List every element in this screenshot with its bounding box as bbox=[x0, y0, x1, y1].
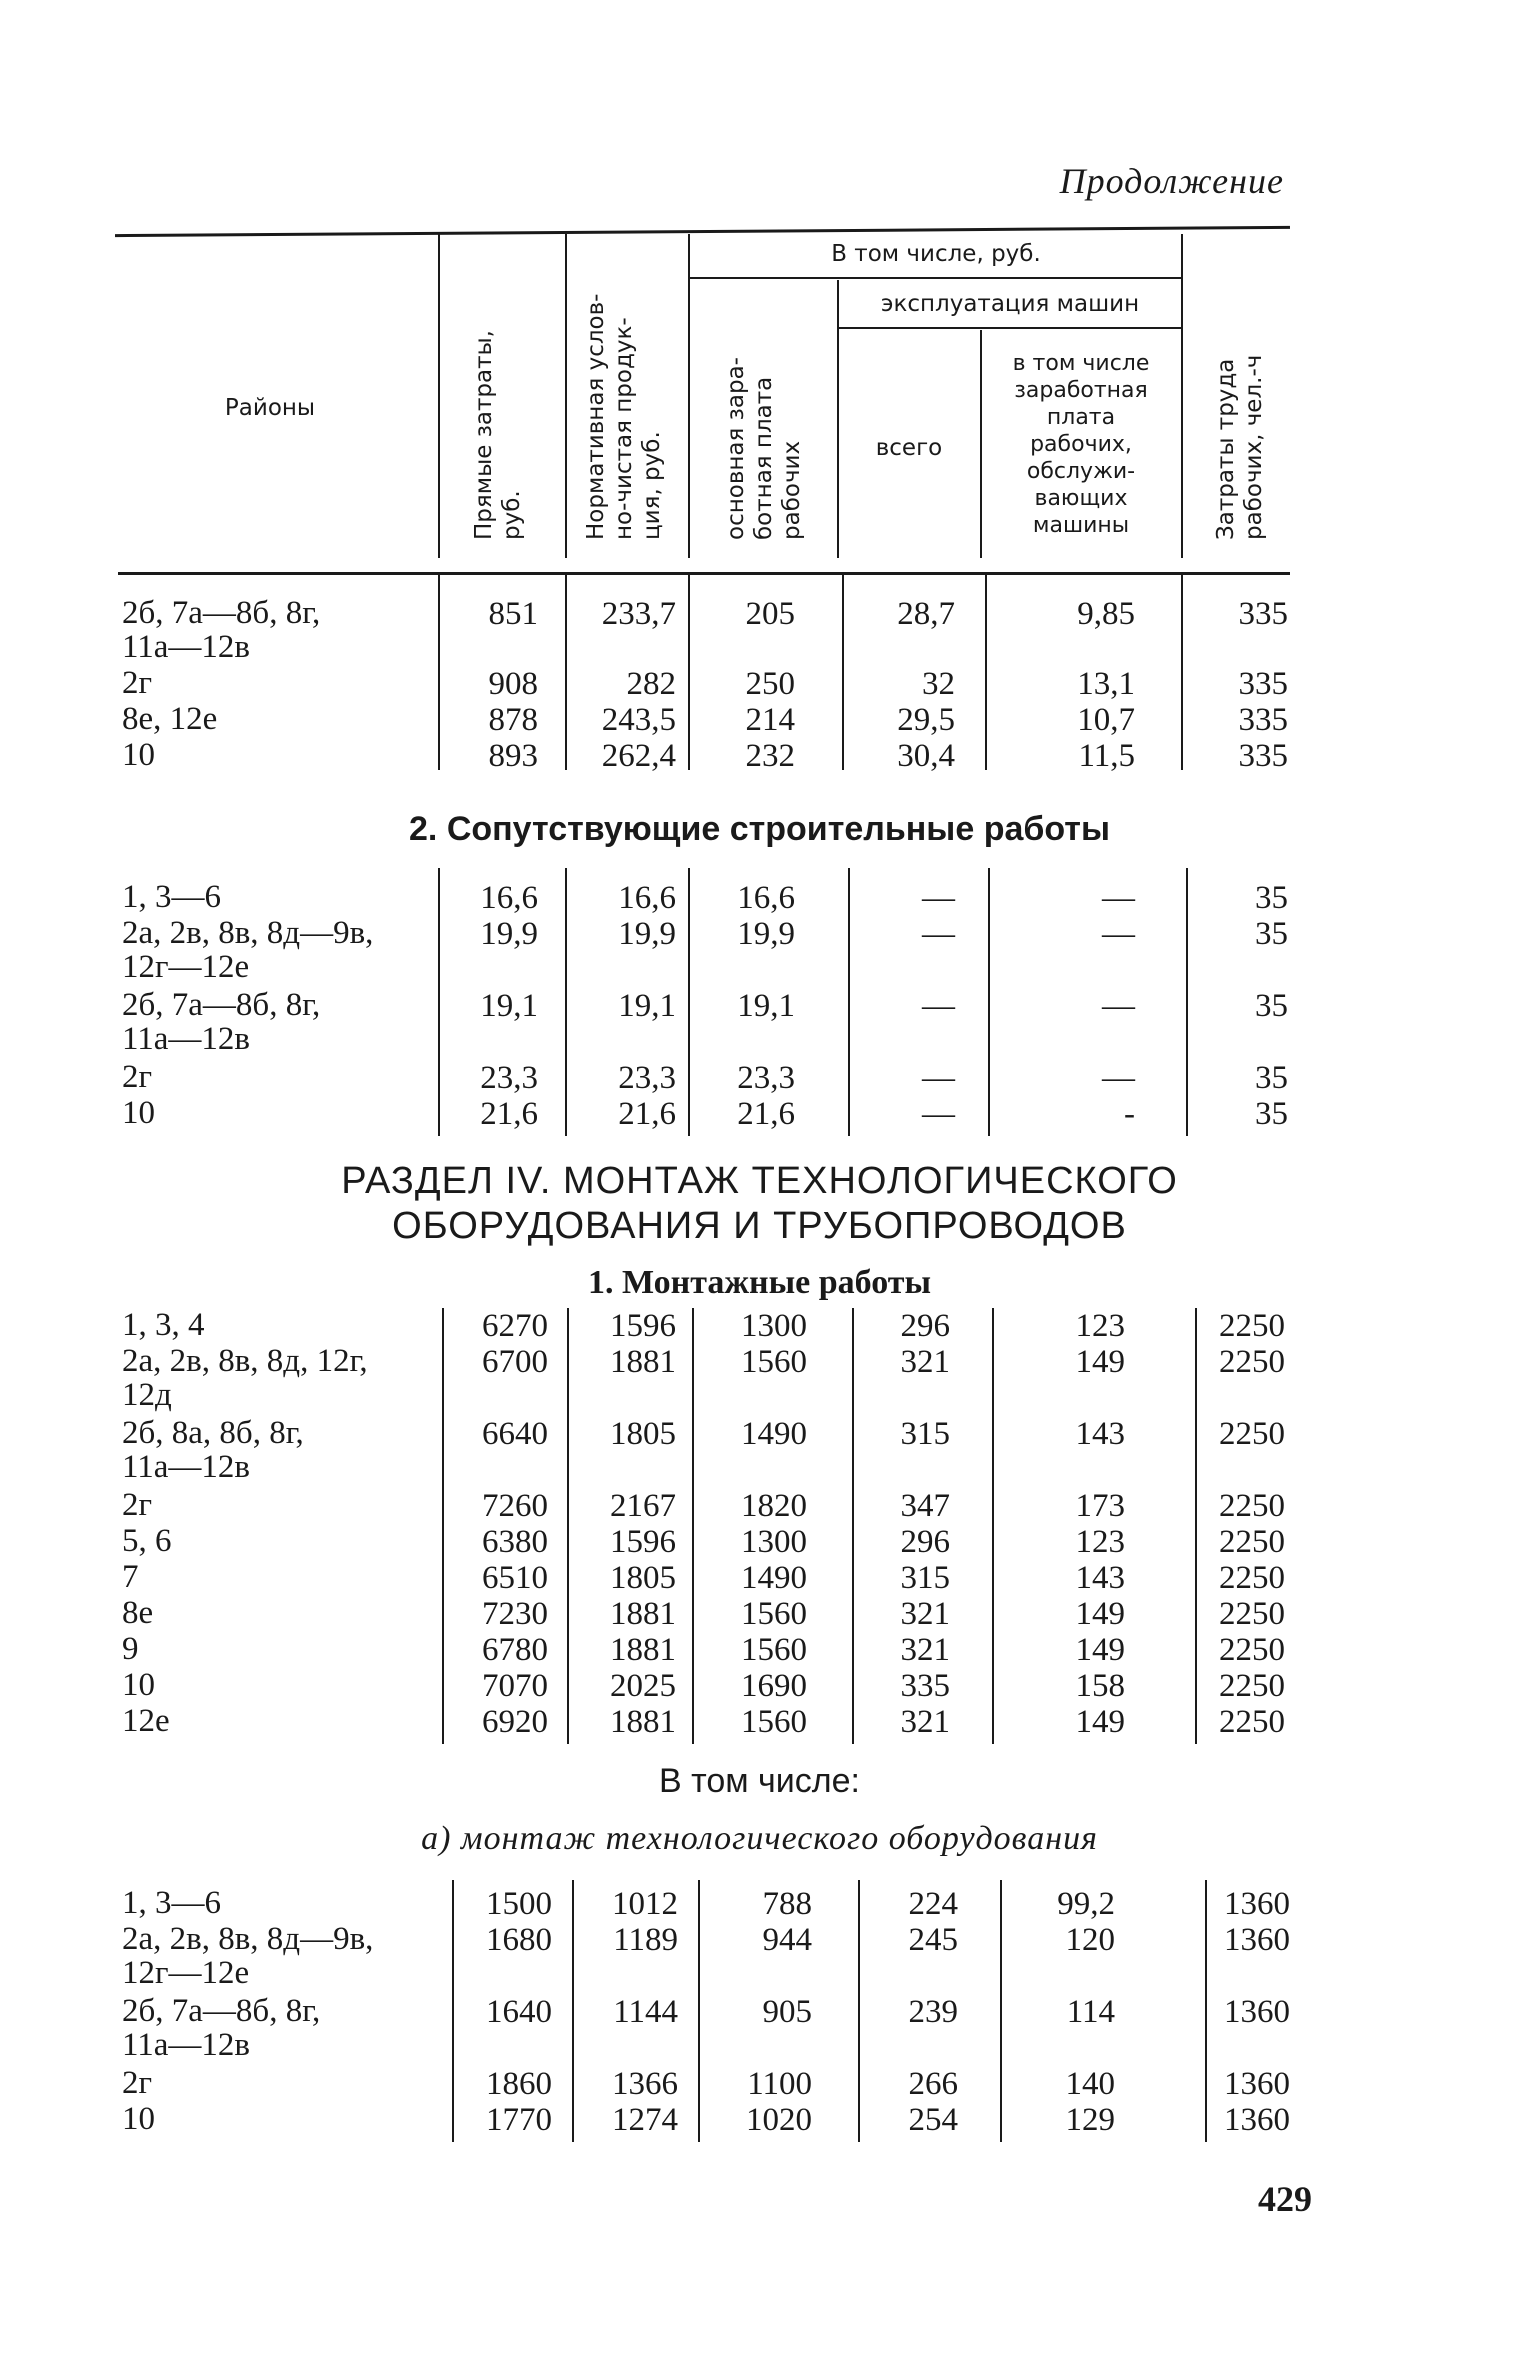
table-cell: 315 bbox=[900, 1560, 950, 1596]
table-cell: 16,6 bbox=[737, 880, 795, 916]
table-cell: 35 bbox=[1255, 880, 1288, 916]
table-cell: 296 bbox=[900, 1524, 950, 1560]
region-name: 8е, 12е bbox=[122, 701, 218, 737]
column-separator bbox=[1186, 868, 1188, 1136]
table-cell: 205 bbox=[745, 596, 795, 632]
region-name: 2а, 2в, 8в, 8д, 12г, 12д bbox=[122, 1343, 368, 1413]
machine-rule bbox=[838, 327, 1182, 329]
table-cell: 143 bbox=[1075, 1416, 1125, 1452]
table-cell: 239 bbox=[908, 1994, 958, 2030]
table-cell: 21,6 bbox=[480, 1096, 538, 1132]
region-name: 2г bbox=[122, 2065, 153, 2101]
table-cell: 1560 bbox=[741, 1596, 807, 1632]
table-cell: 143 bbox=[1075, 1560, 1125, 1596]
table-cell: 6920 bbox=[482, 1704, 548, 1740]
column-separator bbox=[992, 1308, 994, 1744]
table-cell: 35 bbox=[1255, 988, 1288, 1024]
column-separator bbox=[848, 868, 850, 1136]
table-cell: — bbox=[922, 988, 955, 1024]
table-cell: 1360 bbox=[1224, 1886, 1290, 1922]
table-cell: 1820 bbox=[741, 1488, 807, 1524]
region-name: 8е bbox=[122, 1595, 154, 1631]
table-cell: 2250 bbox=[1219, 1704, 1285, 1740]
table-cell: 335 bbox=[1238, 738, 1288, 774]
header-regions: Районы bbox=[224, 395, 316, 421]
table-cell: 1640 bbox=[486, 1994, 552, 2030]
table-cell: 1189 bbox=[613, 1922, 678, 1958]
table-cell: 266 bbox=[908, 2066, 958, 2102]
table-cell: 1100 bbox=[747, 2066, 812, 2102]
table-cell: 30,4 bbox=[897, 738, 955, 774]
table-cell: 16,6 bbox=[480, 880, 538, 916]
table-cell: 149 bbox=[1075, 1632, 1125, 1668]
region-name: 9 bbox=[122, 1631, 139, 1667]
table-cell: 243,5 bbox=[601, 702, 676, 738]
table-cell: 335 bbox=[1238, 666, 1288, 702]
table-cell: 2250 bbox=[1219, 1344, 1285, 1380]
table-cell: 1860 bbox=[486, 2066, 552, 2102]
column-separator bbox=[438, 868, 440, 1136]
table-cell: 1560 bbox=[741, 1704, 807, 1740]
table-cell: — bbox=[1102, 988, 1135, 1024]
header-normative: Нормативная услов- но-чистая продук- ция, руб. bbox=[583, 293, 665, 540]
table-cell: 1360 bbox=[1224, 1922, 1290, 1958]
table-cell: 1881 bbox=[610, 1344, 676, 1380]
table-cell: 2250 bbox=[1219, 1560, 1285, 1596]
table-cell: 19,9 bbox=[480, 916, 538, 952]
table-cell: 1012 bbox=[612, 1886, 678, 1922]
column-separator bbox=[858, 1880, 860, 2142]
region-name: 5, 6 bbox=[122, 1523, 172, 1559]
section-2-title: 2. Сопутствующие строительные работы bbox=[409, 810, 1110, 848]
table-cell: 2250 bbox=[1219, 1596, 1285, 1632]
table-cell: 7230 bbox=[482, 1596, 548, 1632]
table-cell: 233,7 bbox=[601, 596, 676, 632]
table-cell: 315 bbox=[900, 1416, 950, 1452]
table-cell: 23,3 bbox=[618, 1060, 676, 1096]
table-cell: 19,1 bbox=[480, 988, 538, 1024]
table-cell: 250 bbox=[745, 666, 795, 702]
table-cell: 2250 bbox=[1219, 1632, 1285, 1668]
part-title-line-2: ОБОРУДОВАНИЯ И ТРУБОПРОВОДОВ bbox=[392, 1205, 1127, 1247]
column-separator bbox=[688, 868, 690, 1136]
column-separator bbox=[852, 1308, 854, 1744]
table-cell: 1360 bbox=[1224, 1994, 1290, 2030]
column-separator bbox=[1181, 575, 1183, 770]
table-cell: 6270 bbox=[482, 1308, 548, 1344]
table-cell: 1300 bbox=[741, 1308, 807, 1344]
header-labor: Затраты труда рабочих, чел.-ч bbox=[1213, 354, 1267, 540]
table-cell: 10,7 bbox=[1077, 702, 1135, 738]
region-name: 2г bbox=[122, 1487, 153, 1523]
table-cell: 19,1 bbox=[737, 988, 795, 1024]
table-cell: 347 bbox=[900, 1488, 950, 1524]
header-col-sep-4 bbox=[837, 280, 839, 558]
page-number: 429 bbox=[1258, 2179, 1312, 2219]
table-cell: 6510 bbox=[482, 1560, 548, 1596]
table-cell: 6640 bbox=[482, 1416, 548, 1452]
table-cell: 788 bbox=[762, 1886, 812, 1922]
table-cell: 1144 bbox=[613, 1994, 678, 2030]
table-cell: 2250 bbox=[1219, 1488, 1285, 1524]
table-cell: 1366 bbox=[612, 2066, 678, 2102]
header-incl-wage: в том числе заработная плата рабочих, обслужи- вающих машины bbox=[1012, 351, 1150, 538]
region-name: 2б, 8а, 8б, 8г, 11а—12в bbox=[122, 1415, 304, 1485]
table-cell: 321 bbox=[900, 1596, 950, 1632]
header-col-sep-3 bbox=[688, 234, 690, 558]
table-cell: 1805 bbox=[610, 1560, 676, 1596]
table-cell: 11,5 bbox=[1078, 738, 1135, 774]
table-cell: 262,4 bbox=[601, 738, 676, 774]
table-cell: 6780 bbox=[482, 1632, 548, 1668]
table-cell: 29,5 bbox=[897, 702, 955, 738]
table-cell: 1881 bbox=[610, 1596, 676, 1632]
table-cell: 908 bbox=[488, 666, 538, 702]
column-separator bbox=[692, 1308, 694, 1744]
table-cell: 149 bbox=[1075, 1704, 1125, 1740]
table-cell: 1560 bbox=[741, 1344, 807, 1380]
header-direct-costs: Прямые затраты, руб. bbox=[471, 330, 525, 540]
table-cell: 893 bbox=[488, 738, 538, 774]
table-cell: 1881 bbox=[610, 1632, 676, 1668]
table-cell: — bbox=[922, 880, 955, 916]
table-cell: 1300 bbox=[741, 1524, 807, 1560]
table-cell: — bbox=[1102, 1060, 1135, 1096]
column-separator bbox=[698, 1880, 700, 2142]
table-cell: 851 bbox=[488, 596, 538, 632]
column-separator bbox=[988, 868, 990, 1136]
table-cell: 214 bbox=[745, 702, 795, 738]
table-cell: 23,3 bbox=[737, 1060, 795, 1096]
column-separator bbox=[565, 575, 567, 770]
table-cell: 123 bbox=[1075, 1308, 1125, 1344]
header-base-wage: основная зара- ботная плата рабочих bbox=[723, 357, 805, 540]
table-cell: 2250 bbox=[1219, 1416, 1285, 1452]
region-name: 2г bbox=[122, 1059, 153, 1095]
table-cell: 7260 bbox=[482, 1488, 548, 1524]
column-separator bbox=[572, 1880, 574, 2142]
header-col-sep-2 bbox=[565, 234, 567, 558]
table-cell: 1490 bbox=[741, 1560, 807, 1596]
table-cell: 905 bbox=[762, 1994, 812, 2030]
region-name: 10 bbox=[122, 1667, 155, 1703]
table-cell: - bbox=[1124, 1096, 1135, 1132]
table-cell: 335 bbox=[900, 1668, 950, 1704]
section-1-title: 1. Монтажные работы bbox=[588, 1264, 931, 1301]
table-cell: — bbox=[922, 1096, 955, 1132]
region-name: 2а, 2в, 8в, 8д—9в, 12г—12е bbox=[122, 915, 374, 985]
table-cell: 245 bbox=[908, 1922, 958, 1958]
table-cell: 321 bbox=[900, 1704, 950, 1740]
region-name: 7 bbox=[122, 1559, 139, 1595]
table-cell: — bbox=[922, 1060, 955, 1096]
table-cell: 1596 bbox=[610, 1524, 676, 1560]
column-separator bbox=[565, 868, 567, 1136]
column-separator bbox=[442, 1308, 444, 1744]
region-name: 2б, 7а—8б, 8г, 11а—12в bbox=[122, 595, 321, 665]
header-col-sep-1 bbox=[438, 234, 440, 558]
table-cell: 2167 bbox=[610, 1488, 676, 1524]
header-total: всего bbox=[875, 435, 943, 461]
table-cell: 296 bbox=[900, 1308, 950, 1344]
table-cell: 224 bbox=[908, 1886, 958, 1922]
table-cell: 1560 bbox=[741, 1632, 807, 1668]
column-separator bbox=[985, 575, 987, 770]
table-cell: 1770 bbox=[486, 2102, 552, 2138]
table-cell: 1596 bbox=[610, 1308, 676, 1344]
column-separator bbox=[1205, 1880, 1207, 2142]
table-cell: 1805 bbox=[610, 1416, 676, 1452]
region-name: 1, 3—6 bbox=[122, 879, 221, 915]
region-name: 2а, 2в, 8в, 8д—9в, 12г—12е bbox=[122, 1921, 374, 1991]
table-cell: 878 bbox=[488, 702, 538, 738]
header-machine-op: эксплуатация машин bbox=[880, 291, 1140, 317]
column-separator bbox=[842, 575, 844, 770]
incl-label: В том числе: bbox=[659, 1762, 860, 1800]
region-name: 1, 3—6 bbox=[122, 1885, 221, 1921]
table-cell: 120 bbox=[1065, 1922, 1115, 1958]
header-top-rule bbox=[115, 226, 1290, 237]
table-cell: 6700 bbox=[482, 1344, 548, 1380]
table-cell: 114 bbox=[1066, 1994, 1115, 2030]
part-title-line-1: РАЗДЕЛ IV. МОНТАЖ ТЕХНОЛОГИЧЕСКОГО bbox=[341, 1160, 1178, 1202]
table-cell: 129 bbox=[1065, 2102, 1115, 2138]
region-name: 10 bbox=[122, 1095, 155, 1131]
table-cell: 2250 bbox=[1219, 1668, 1285, 1704]
region-name: 2б, 7а—8б, 8г, 11а—12в bbox=[122, 1993, 321, 2063]
table-cell: 1881 bbox=[610, 1704, 676, 1740]
table-cell: 21,6 bbox=[737, 1096, 795, 1132]
table-cell: 232 bbox=[745, 738, 795, 774]
table-cell: — bbox=[1102, 880, 1135, 916]
table-cell: 1020 bbox=[746, 2102, 812, 2138]
table-cell: 19,9 bbox=[618, 916, 676, 952]
table-cell: 149 bbox=[1075, 1596, 1125, 1632]
table-cell: 2250 bbox=[1219, 1308, 1285, 1344]
table-cell: 1490 bbox=[741, 1416, 807, 1452]
table-cell: 28,7 bbox=[897, 596, 955, 632]
table-cell: 1360 bbox=[1224, 2102, 1290, 2138]
table-cell: 23,3 bbox=[480, 1060, 538, 1096]
table-cell: 335 bbox=[1238, 702, 1288, 738]
table-cell: 2025 bbox=[610, 1668, 676, 1704]
incl-rule bbox=[690, 277, 1182, 279]
table-cell: 6380 bbox=[482, 1524, 548, 1560]
region-name: 12е bbox=[122, 1703, 170, 1739]
column-separator bbox=[567, 1308, 569, 1744]
table-cell: 16,6 bbox=[618, 880, 676, 916]
table-cell: 1500 bbox=[486, 1886, 552, 1922]
subsection-a-title: а) монтаж технологического оборудования bbox=[421, 1820, 1098, 1857]
column-separator bbox=[1000, 1880, 1002, 2142]
region-name: 2б, 7а—8б, 8г, 11а—12в bbox=[122, 987, 321, 1057]
table-cell: 19,9 bbox=[737, 916, 795, 952]
region-name: 10 bbox=[122, 737, 155, 773]
table-cell: 321 bbox=[900, 1632, 950, 1668]
table-cell: 173 bbox=[1075, 1488, 1125, 1524]
table-cell: 7070 bbox=[482, 1668, 548, 1704]
table-cell: 19,1 bbox=[618, 988, 676, 1024]
header-bottom-rule bbox=[118, 572, 1290, 575]
table-cell: 149 bbox=[1075, 1344, 1125, 1380]
table-cell: 13,1 bbox=[1077, 666, 1135, 702]
table-cell: 32 bbox=[922, 666, 955, 702]
table-cell: 35 bbox=[1255, 1060, 1288, 1096]
table-cell: 35 bbox=[1255, 916, 1288, 952]
table-cell: 1274 bbox=[612, 2102, 678, 2138]
table-cell: 282 bbox=[626, 666, 676, 702]
column-separator bbox=[1195, 1308, 1197, 1744]
region-name: 2г bbox=[122, 665, 153, 701]
header-incl: В том числе, руб. bbox=[831, 241, 1041, 267]
table-cell: 140 bbox=[1065, 2066, 1115, 2102]
header-col-sep-6 bbox=[1181, 234, 1183, 558]
table-cell: 99,2 bbox=[1057, 1886, 1115, 1922]
table-cell: 9,85 bbox=[1077, 596, 1135, 632]
table-cell: — bbox=[922, 916, 955, 952]
table-cell: 35 bbox=[1255, 1096, 1288, 1132]
region-name: 10 bbox=[122, 2101, 155, 2137]
table-cell: 1690 bbox=[741, 1668, 807, 1704]
table-cell: 1680 bbox=[486, 1922, 552, 1958]
table-cell: 2250 bbox=[1219, 1524, 1285, 1560]
table-cell: 254 bbox=[908, 2102, 958, 2138]
column-separator bbox=[688, 575, 690, 770]
column-separator bbox=[452, 1880, 454, 2142]
table-cell: — bbox=[1102, 916, 1135, 952]
column-separator bbox=[438, 575, 440, 770]
table-cell: 1360 bbox=[1224, 2066, 1290, 2102]
region-name: 1, 3, 4 bbox=[122, 1307, 205, 1343]
continuation-label: Продолжение bbox=[1059, 161, 1284, 201]
table-cell: 321 bbox=[900, 1344, 950, 1380]
table-cell: 123 bbox=[1075, 1524, 1125, 1560]
table-cell: 158 bbox=[1075, 1668, 1125, 1704]
table-cell: 944 bbox=[762, 1922, 812, 1958]
table-cell: 335 bbox=[1238, 596, 1288, 632]
table-cell: 21,6 bbox=[618, 1096, 676, 1132]
